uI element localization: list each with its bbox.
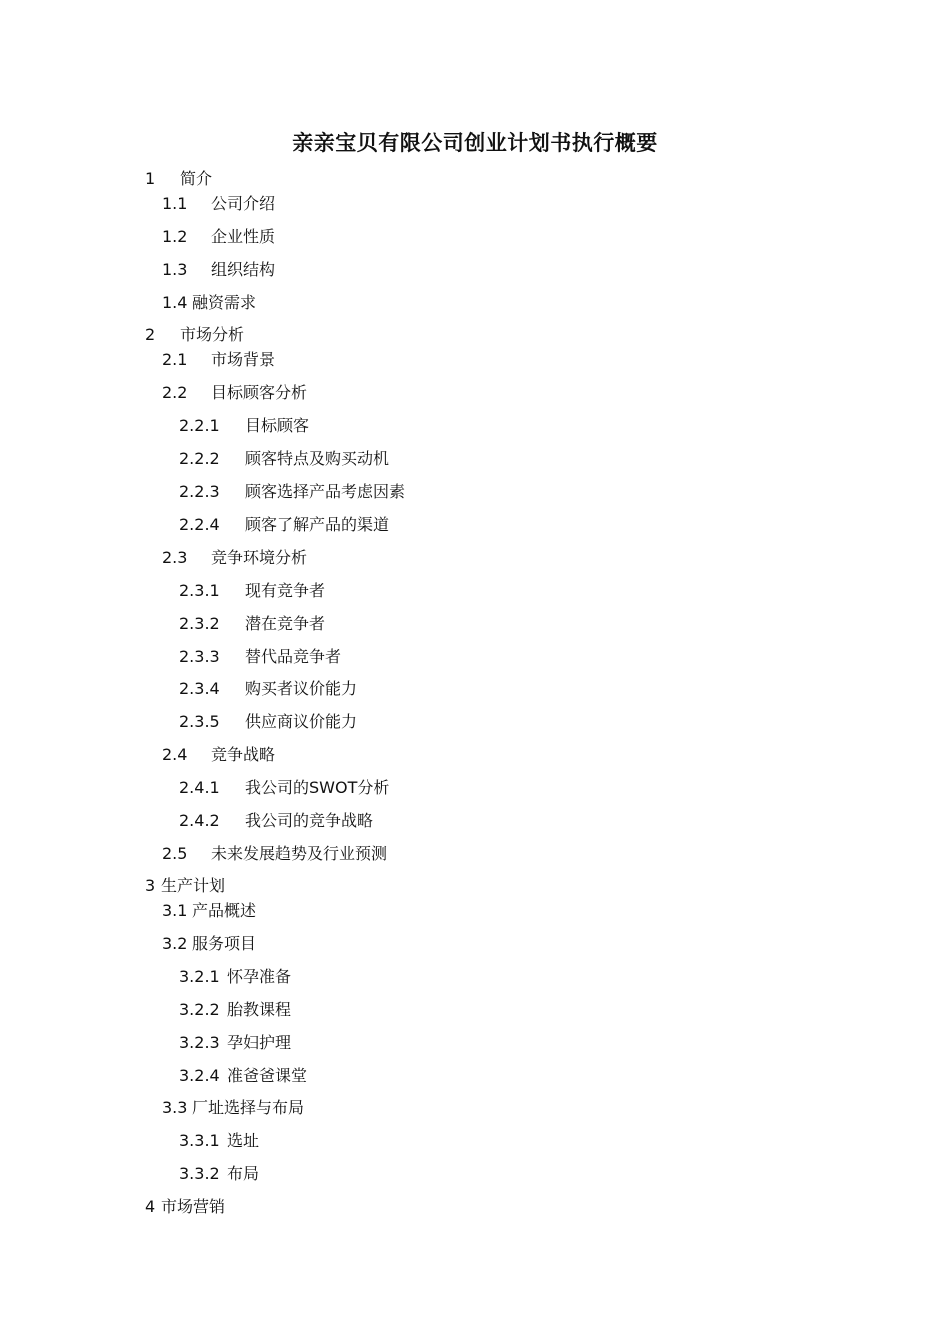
toc-number: 2.3.2: [179, 614, 220, 633]
toc-number: 3.2: [162, 934, 188, 953]
toc-label: 选址: [227, 1131, 260, 1150]
toc-number: 2.2.4: [179, 515, 220, 534]
toc-number: 3.3.2: [179, 1164, 220, 1183]
toc-number: 2: [145, 325, 156, 344]
toc-label: 顾客了解产品的渠道: [245, 515, 390, 534]
toc-number: 3.2.3: [179, 1033, 220, 1052]
toc-entry-2-2-2[interactable]: [179, 449, 389, 469]
toc-label: 供应商议价能力: [245, 712, 358, 731]
toc-label: 我公司的SWOT分析: [245, 778, 390, 797]
toc-label: 市场背景: [211, 350, 276, 369]
toc-label: 竞争环境分析: [211, 548, 308, 567]
toc-entry-2-2[interactable]: [162, 383, 307, 403]
toc-entry-2-5[interactable]: [162, 844, 387, 864]
toc-label: 产品概述: [192, 901, 257, 920]
toc-number: 2.3: [162, 548, 188, 567]
toc-number: 2.3.4: [179, 679, 220, 698]
toc-number: 1.2: [162, 227, 188, 246]
toc-entry-1-1[interactable]: [162, 194, 275, 214]
toc-label: 服务项目: [192, 934, 257, 953]
toc-number: 2.2.2: [179, 449, 220, 468]
toc-entry-2-4[interactable]: [162, 745, 275, 765]
toc-number: 2.4: [162, 745, 188, 764]
toc-entry-2-2-1[interactable]: [179, 416, 309, 436]
toc-entry-1-3[interactable]: [162, 260, 275, 280]
toc-number: 1.3: [162, 260, 188, 279]
toc-number: 1.4: [162, 293, 188, 312]
toc-label: 潜在竞争者: [245, 614, 326, 633]
toc-entry-3-3-1[interactable]: [179, 1131, 259, 1151]
toc-number: 3.2.2: [179, 1000, 220, 1019]
toc-label: 市场分析: [180, 325, 245, 344]
toc-number: 4: [145, 1197, 156, 1216]
toc-entry-1-4[interactable]: [162, 293, 256, 313]
toc-entry-4[interactable]: [145, 1197, 225, 1217]
toc-label: 顾客选择产品考虑因素: [245, 482, 406, 501]
toc-number: 3.1: [162, 901, 188, 920]
toc-label: 厂址选择与布局: [192, 1098, 305, 1117]
toc-entry-2-3-5[interactable]: [179, 712, 357, 732]
toc-label: 顾客特点及购买动机: [245, 449, 390, 468]
toc-entry-3-1[interactable]: [162, 901, 256, 921]
toc-label: 竞争战略: [211, 745, 276, 764]
toc-entry-3-2-2[interactable]: [179, 1000, 291, 1020]
toc-entry-2-3-2[interactable]: [179, 614, 325, 634]
toc-number: 3.3.1: [179, 1131, 220, 1150]
toc-label: 融资需求: [192, 293, 257, 312]
toc-entry-2-2-4[interactable]: [179, 515, 389, 535]
toc-label: 怀孕准备: [227, 967, 292, 986]
toc-entry-3-2-3[interactable]: [179, 1033, 291, 1053]
toc-entry-1-2[interactable]: [162, 227, 275, 247]
toc-number: 2.4.1: [179, 778, 220, 797]
toc-label: 准爸爸课堂: [227, 1066, 308, 1085]
toc-label: 布局: [227, 1164, 260, 1183]
toc-number: 3.2.1: [179, 967, 220, 986]
toc-entry-2-2-3[interactable]: [179, 482, 405, 502]
toc-label: 目标顾客: [245, 416, 310, 435]
toc-label: 替代品竞争者: [245, 647, 342, 666]
toc-label: 组织结构: [211, 260, 276, 279]
toc-entry-2-4-2[interactable]: [179, 811, 373, 831]
toc-number: 2.3.5: [179, 712, 220, 731]
toc-entry-3-2[interactable]: [162, 934, 256, 954]
toc-number: 2.2.1: [179, 416, 220, 435]
toc-number: 2.2.3: [179, 482, 220, 501]
toc-number: 3.2.4: [179, 1066, 220, 1085]
toc-entry-2-3-3[interactable]: [179, 647, 341, 667]
toc-label: 目标顾客分析: [211, 383, 308, 402]
toc-number: 2.3.3: [179, 647, 220, 666]
toc-entry-2-3-1[interactable]: [179, 581, 325, 601]
toc-label: 孕妇护理: [227, 1033, 292, 1052]
toc-number: 2.3.1: [179, 581, 220, 600]
toc-entry-2-4-1[interactable]: [179, 778, 389, 798]
toc-entry-3-2-1[interactable]: [179, 967, 291, 987]
toc-label: 生产计划: [161, 876, 226, 895]
toc-entry-3-2-4[interactable]: [179, 1066, 307, 1086]
toc-number: 1: [145, 169, 156, 188]
toc-label: 市场营销: [161, 1197, 226, 1216]
toc-label: 简介: [180, 169, 213, 188]
toc-entry-2[interactable]: [145, 325, 244, 345]
toc-entry-3-3[interactable]: [162, 1098, 304, 1118]
toc-number: 2.1: [162, 350, 188, 369]
toc-number: 2.2: [162, 383, 188, 402]
toc-number: 2.4.2: [179, 811, 220, 830]
toc-label: 现有竞争者: [245, 581, 326, 600]
toc-entry-2-3[interactable]: [162, 548, 307, 568]
toc-number: 3.3: [162, 1098, 188, 1117]
toc-label: 胎教课程: [227, 1000, 292, 1019]
toc-number: 3: [145, 876, 156, 895]
page-title: 亲亲宝贝有限公司创业计划书执行概要: [292, 130, 658, 155]
toc-label: 购买者议价能力: [245, 679, 358, 698]
toc-number: 2.5: [162, 844, 188, 863]
toc-label: 公司介绍: [211, 194, 276, 213]
toc-entry-2-3-4[interactable]: [179, 679, 357, 699]
toc-number: 1.1: [162, 194, 188, 213]
toc-label: 我公司的竞争战略: [245, 811, 374, 830]
toc-entry-2-1[interactable]: [162, 350, 275, 370]
toc-entry-3[interactable]: [145, 876, 225, 896]
toc-entry-3-3-2[interactable]: [179, 1164, 259, 1184]
toc-label: 未来发展趋势及行业预测: [211, 844, 388, 863]
toc-label: 企业性质: [211, 227, 276, 246]
toc-entry-1[interactable]: [145, 169, 212, 189]
